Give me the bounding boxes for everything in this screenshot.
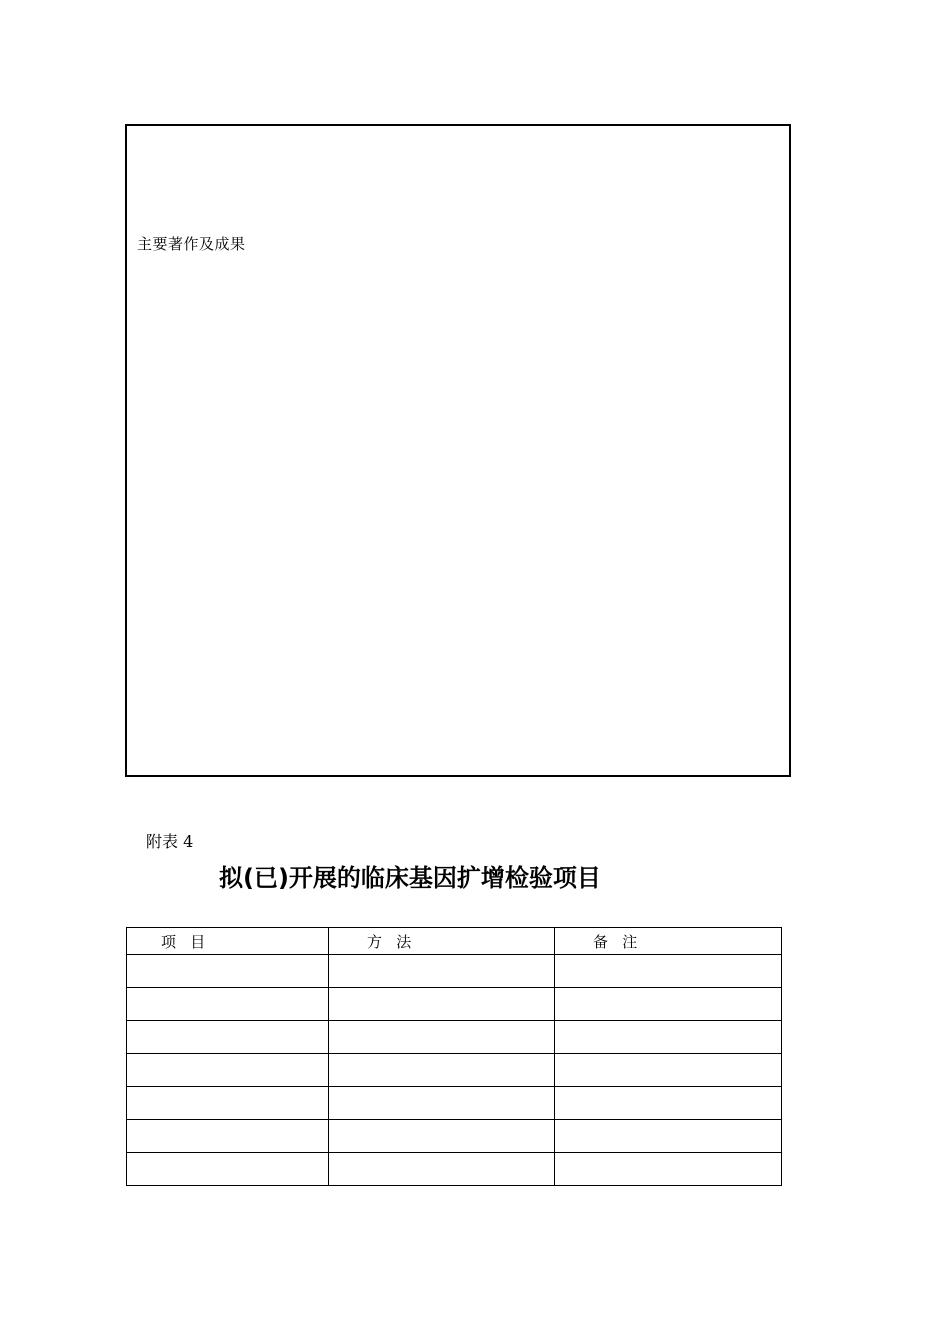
table-cell[interactable] — [329, 1021, 555, 1054]
header-method: 方 法 — [329, 928, 555, 955]
table-row — [127, 1153, 782, 1186]
table-row — [127, 955, 782, 988]
table-cell[interactable] — [329, 1153, 555, 1186]
table-cell[interactable] — [127, 1021, 329, 1054]
table-row — [127, 988, 782, 1021]
table-header-row — [127, 928, 782, 955]
table-cell[interactable] — [555, 955, 782, 988]
table-row — [127, 1021, 782, 1054]
table-cell[interactable] — [329, 988, 555, 1021]
table-cell[interactable] — [329, 1120, 555, 1153]
table-cell[interactable] — [555, 1054, 782, 1087]
table-cell[interactable] — [555, 1120, 782, 1153]
table-row — [127, 1087, 782, 1120]
table-cell[interactable] — [329, 1087, 555, 1120]
table-cell[interactable] — [555, 1153, 782, 1186]
page-title: 拟(已)开展的临床基因扩增检验项目 — [219, 864, 601, 892]
works-box — [125, 124, 791, 777]
works-label: 主要著作及成果 — [137, 235, 246, 253]
items-table — [126, 927, 782, 1186]
table-cell[interactable] — [555, 1021, 782, 1054]
table-row — [127, 1054, 782, 1087]
table-cell[interactable] — [555, 988, 782, 1021]
table-cell[interactable] — [127, 1054, 329, 1087]
table-cell[interactable] — [127, 955, 329, 988]
table-cell[interactable] — [555, 1087, 782, 1120]
table-cell[interactable] — [329, 955, 555, 988]
table-cell[interactable] — [127, 988, 329, 1021]
table-cell[interactable] — [329, 1054, 555, 1087]
table-row — [127, 1120, 782, 1153]
table-cell[interactable] — [127, 1153, 329, 1186]
appendix-label: 附表 4 — [146, 832, 194, 851]
header-item: 项 目 — [127, 928, 329, 955]
table-cell[interactable] — [127, 1087, 329, 1120]
table-cell[interactable] — [127, 1120, 329, 1153]
header-remark: 备 注 — [555, 928, 782, 955]
